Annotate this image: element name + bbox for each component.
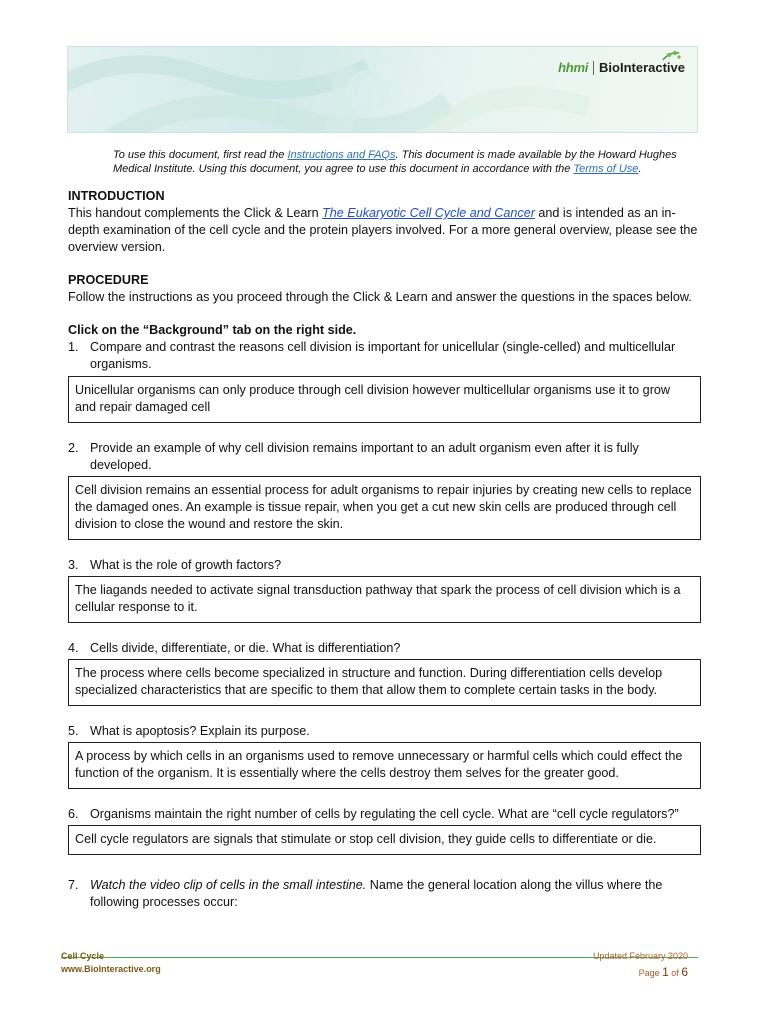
procedure-heading: PROCEDURE bbox=[68, 273, 149, 287]
question-5 bbox=[68, 723, 700, 789]
instructions-faqs-link[interactable]: Instructions and FAQs bbox=[287, 149, 396, 161]
notice-text: . This document is made available by the Howard Hughes Medical Institute. Using this document, you agree to use this document in accordance with the bbox=[113, 149, 677, 175]
intro-text: and is intended as an in-depth examination of the cell cycle and the protein players involved. For a more general overview, please see the overview version. bbox=[68, 206, 698, 254]
question-number: 7. bbox=[68, 878, 79, 892]
question-number: 4. bbox=[68, 641, 79, 655]
question-number: 2. bbox=[68, 441, 79, 455]
introduction-heading: INTRODUCTION bbox=[68, 189, 165, 203]
introduction-text bbox=[68, 205, 700, 256]
document-body bbox=[68, 188, 700, 911]
question-number: 6. bbox=[68, 807, 79, 821]
terms-of-use-link[interactable]: Terms of Use bbox=[573, 163, 639, 175]
answer-box[interactable]: Cell cycle regulators are signals that stimulate or stop cell division, they guide cells to differentiate or die. bbox=[68, 825, 701, 855]
logo-divider bbox=[593, 61, 594, 75]
biointeractive-logo bbox=[558, 60, 685, 75]
answer-box[interactable]: The process where cells become specialized in structure and function. During differentiation cells develop specialized characteristics that are specific to them that allow them to complete certain tasks in the body. bbox=[68, 659, 701, 706]
footer-updated-date: Updated February 2020 bbox=[592, 951, 688, 961]
question-4 bbox=[68, 640, 700, 706]
usage-notice bbox=[113, 148, 703, 176]
page-total: 6 bbox=[681, 965, 688, 979]
question-text: What is apoptosis? Explain its purpose. bbox=[90, 724, 310, 738]
notice-text: . bbox=[638, 163, 642, 175]
click-and-learn-link[interactable]: The Eukaryotic Cell Cycle and Cancer bbox=[322, 206, 535, 220]
footer-website: www.BioInteractive.org bbox=[61, 964, 161, 974]
question-number: 1. bbox=[68, 340, 79, 354]
question-2 bbox=[68, 440, 700, 540]
answer-box[interactable]: Unicellular organisms can only produce through cell division however multicellular organisms use it to grow and repair damaged cell bbox=[68, 376, 701, 423]
question-text: Cells divide, differentiate, or die. What is differentiation? bbox=[90, 641, 401, 655]
question-6 bbox=[68, 806, 700, 855]
procedure-text: Follow the instructions as you proceed through the Click & Learn and answer the questions in the spaces below. bbox=[68, 290, 692, 304]
page-current: 1 bbox=[662, 965, 669, 979]
background-tab-instruction: Click on the “Background” tab on the right side. bbox=[68, 323, 357, 337]
question-text: What is the role of growth factors? bbox=[90, 558, 282, 572]
page-of-label: of bbox=[668, 968, 682, 978]
header-banner bbox=[67, 46, 698, 133]
notice-text: To use this document, first read the bbox=[113, 149, 288, 161]
logo-hhmi: hhmi bbox=[558, 60, 589, 75]
answer-box[interactable]: Cell division remains an essential process for adult organisms to repair injuries by creating new cells to replace the damaged ones. An example is tissue repair, when you get a cut new skin cells are produced through cell division to close the wound and restore the skin. bbox=[68, 476, 701, 540]
page-number bbox=[639, 965, 688, 979]
question-7 bbox=[68, 877, 700, 911]
question-text: Provide an example of why cell division remains important to an adult organism even after it is fully developed. bbox=[90, 441, 639, 472]
question-number: 5. bbox=[68, 724, 79, 738]
intro-text: This handout complements the Click & Learn bbox=[68, 206, 323, 220]
answer-box[interactable]: A process by which cells in an organisms used to remove unnecessary or harmful cells which could effect the function of the organism. It is essentially where the cells destroy them selves for the greater good. bbox=[68, 742, 701, 789]
page-label: Page bbox=[638, 968, 663, 978]
page-footer bbox=[61, 951, 698, 981]
question-text: Compare and contrast the reasons cell division is important for unicellular (single-celled) and multicellular organisms. bbox=[90, 340, 676, 371]
question-italic-text: Watch the video clip of cells in the small intestine. bbox=[90, 878, 367, 892]
question-text bbox=[90, 877, 700, 911]
answer-box[interactable]: The liagands needed to activate signal transduction pathway that spark the process of cell division which is a cellular response to it. bbox=[68, 576, 701, 623]
question-1 bbox=[68, 339, 700, 423]
question-text: Organisms maintain the right number of cells by regulating the cell cycle. What are “cell cycle regulators?” bbox=[90, 807, 679, 821]
footer-doc-title: Cell Cycle bbox=[61, 951, 105, 961]
question-3 bbox=[68, 557, 700, 623]
question-number: 3. bbox=[68, 558, 79, 572]
question-body-text: Name the general location along the villus where the following processes occur: bbox=[90, 878, 663, 909]
logo-biointeractive: BioInteractive bbox=[599, 60, 685, 75]
